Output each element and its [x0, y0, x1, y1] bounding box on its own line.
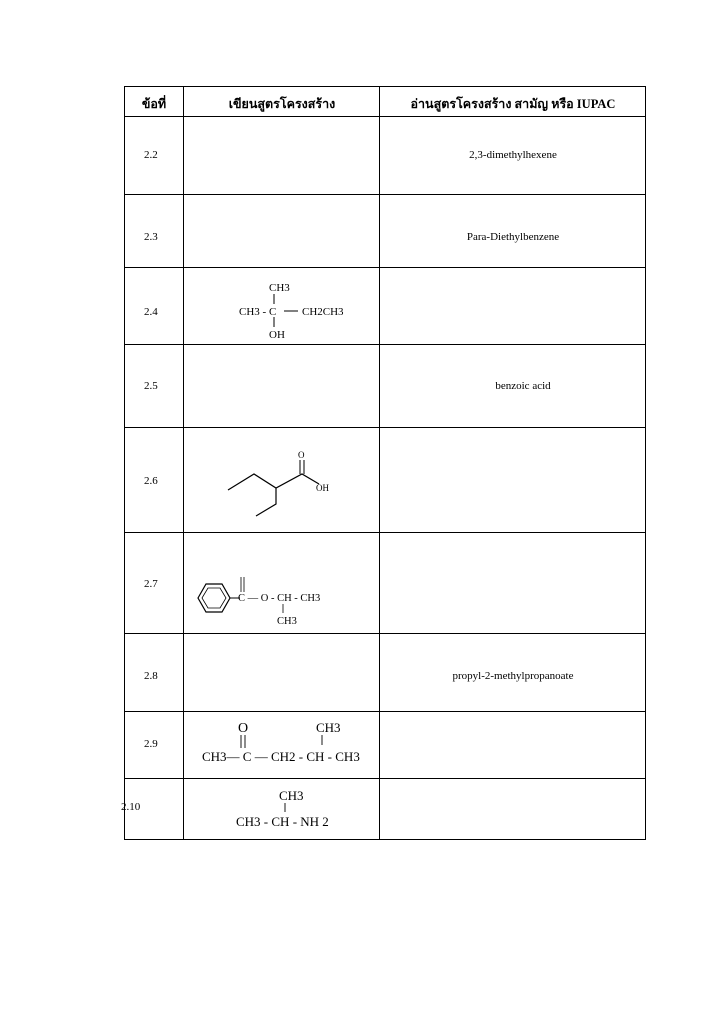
row-number: 2.5: [144, 380, 158, 392]
row-number: 2.4: [144, 306, 158, 318]
compound-name: propyl-2-methylpropanoate: [452, 670, 574, 682]
structure-2-7: [192, 558, 342, 628]
structure-2-9: [194, 714, 384, 776]
header-structure: เขียนสูตรโครงสร้าง: [228, 97, 336, 111]
row-number: 2.8: [144, 670, 158, 682]
answer-table: [121, 86, 646, 840]
struct-label: CH2CH3: [302, 306, 344, 318]
row-number: 2.3: [144, 231, 158, 243]
structure-2-4: [224, 276, 364, 342]
struct-label: O: [298, 450, 305, 460]
compound-name: benzoic acid: [495, 380, 551, 392]
struct-label: CH3: [279, 788, 304, 803]
struct-label: CH3 - C: [239, 306, 277, 318]
row-number: 2.7: [144, 578, 158, 590]
header-no: ข้อที่: [141, 97, 167, 111]
structure-2-10: [224, 780, 364, 838]
struct-label: OH: [269, 329, 285, 341]
row-number: 2.6: [144, 475, 158, 487]
struct-label: O: [238, 721, 249, 736]
structure-2-6: [224, 446, 344, 526]
struct-label: CH3: [269, 282, 290, 294]
struct-label: OH: [316, 483, 329, 493]
struct-label: CH3— C — CH2 - CH - CH3: [202, 749, 360, 764]
row-number: 2.10: [121, 801, 141, 813]
compound-name: Para-Diethylbenzene: [466, 231, 560, 243]
struct-label: C — O - CH - CH3: [238, 593, 321, 604]
struct-label: CH3: [316, 720, 341, 735]
header-name: อ่านสูตรโครงสร้าง สามัญ หรือ IUPAC: [410, 97, 616, 111]
row-number: 2.2: [144, 149, 158, 161]
row-number: 2.9: [144, 738, 158, 750]
compound-name: 2,3-dimethylhexene: [469, 149, 557, 161]
struct-label: CH3 - CH - NH 2: [236, 814, 329, 829]
struct-label: CH3: [277, 616, 297, 627]
